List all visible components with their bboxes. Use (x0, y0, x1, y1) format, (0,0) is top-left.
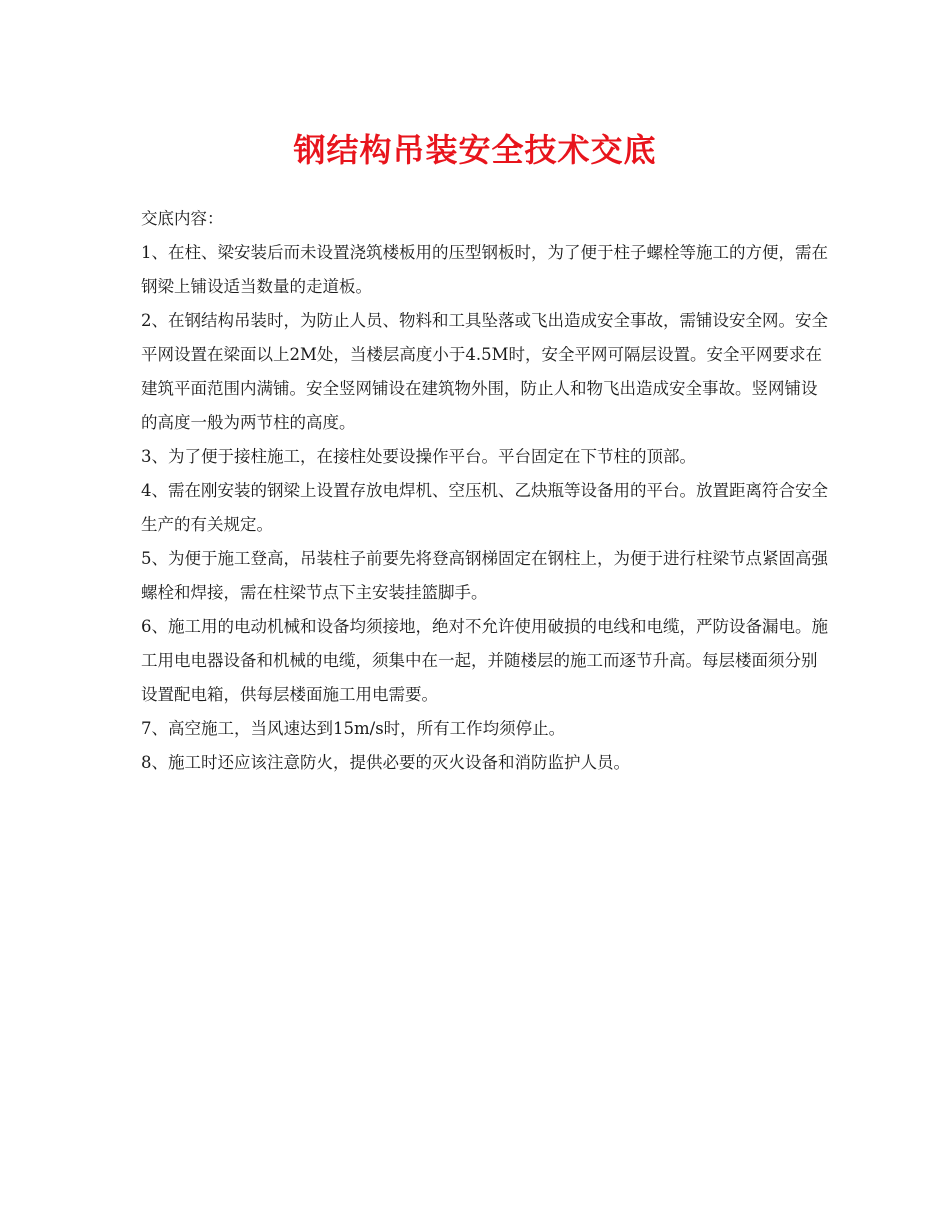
intro-label: 交底内容： (141, 209, 224, 228)
item-6: 6、施工用的电动机械和设备均须接地，绝对不允许使用破损的电线和电缆，严防设备漏电。施工用电电器设备和机械的电缆，须集中在一起，并随楼层的施工而逐节升高。每层楼面须分别设置配电箱，供每层楼面施工用电需要。 (141, 617, 828, 704)
item-1: 1、在柱、梁安装后而未设置浇筑楼板用的压型钢板时，为了便于柱子螺栓等施工的方便，需在钢梁上铺设适当数量的走道板。 (141, 243, 828, 296)
item-7: 7、高空施工，当风速达到15m/s时，所有工作均须停止。 (141, 719, 566, 738)
document-title: 钢结构吊装安全技术交底 (293, 131, 657, 169)
document-body (141, 202, 831, 780)
item-3: 3、为了便于接柱施工，在接柱处要设操作平台。平台固定在下节柱的顶部。 (141, 447, 696, 466)
item-8: 8、施工时还应该注意防火，提供必要的灭火设备和消防监护人员。 (141, 753, 630, 772)
item-4: 4、需在刚安装的钢梁上设置存放电焊机、空压机、乙炔瓶等设备用的平台。放置距离符合安全生产的有关规定。 (141, 481, 828, 534)
item-2: 2、在钢结构吊装时，为防止人员、物料和工具坠落或飞出造成安全事故，需铺设安全网。安全平网设置在梁面以上2M处，当楼层高度小于4.5M时，安全平网可隔层设置。安全平网要求在建筑平面范围内满铺。安全竖网铺设在建筑物外围，防止人和物飞出造成安全事故。竖网铺设的高度一般为两节柱的高度。 (141, 311, 828, 432)
item-5: 5、为便于施工登高，吊装柱子前要先将登高钢梯固定在钢柱上，为便于进行柱梁节点紧固高强螺栓和焊接，需在柱梁节点下主安装挂篮脚手。 (141, 549, 828, 602)
